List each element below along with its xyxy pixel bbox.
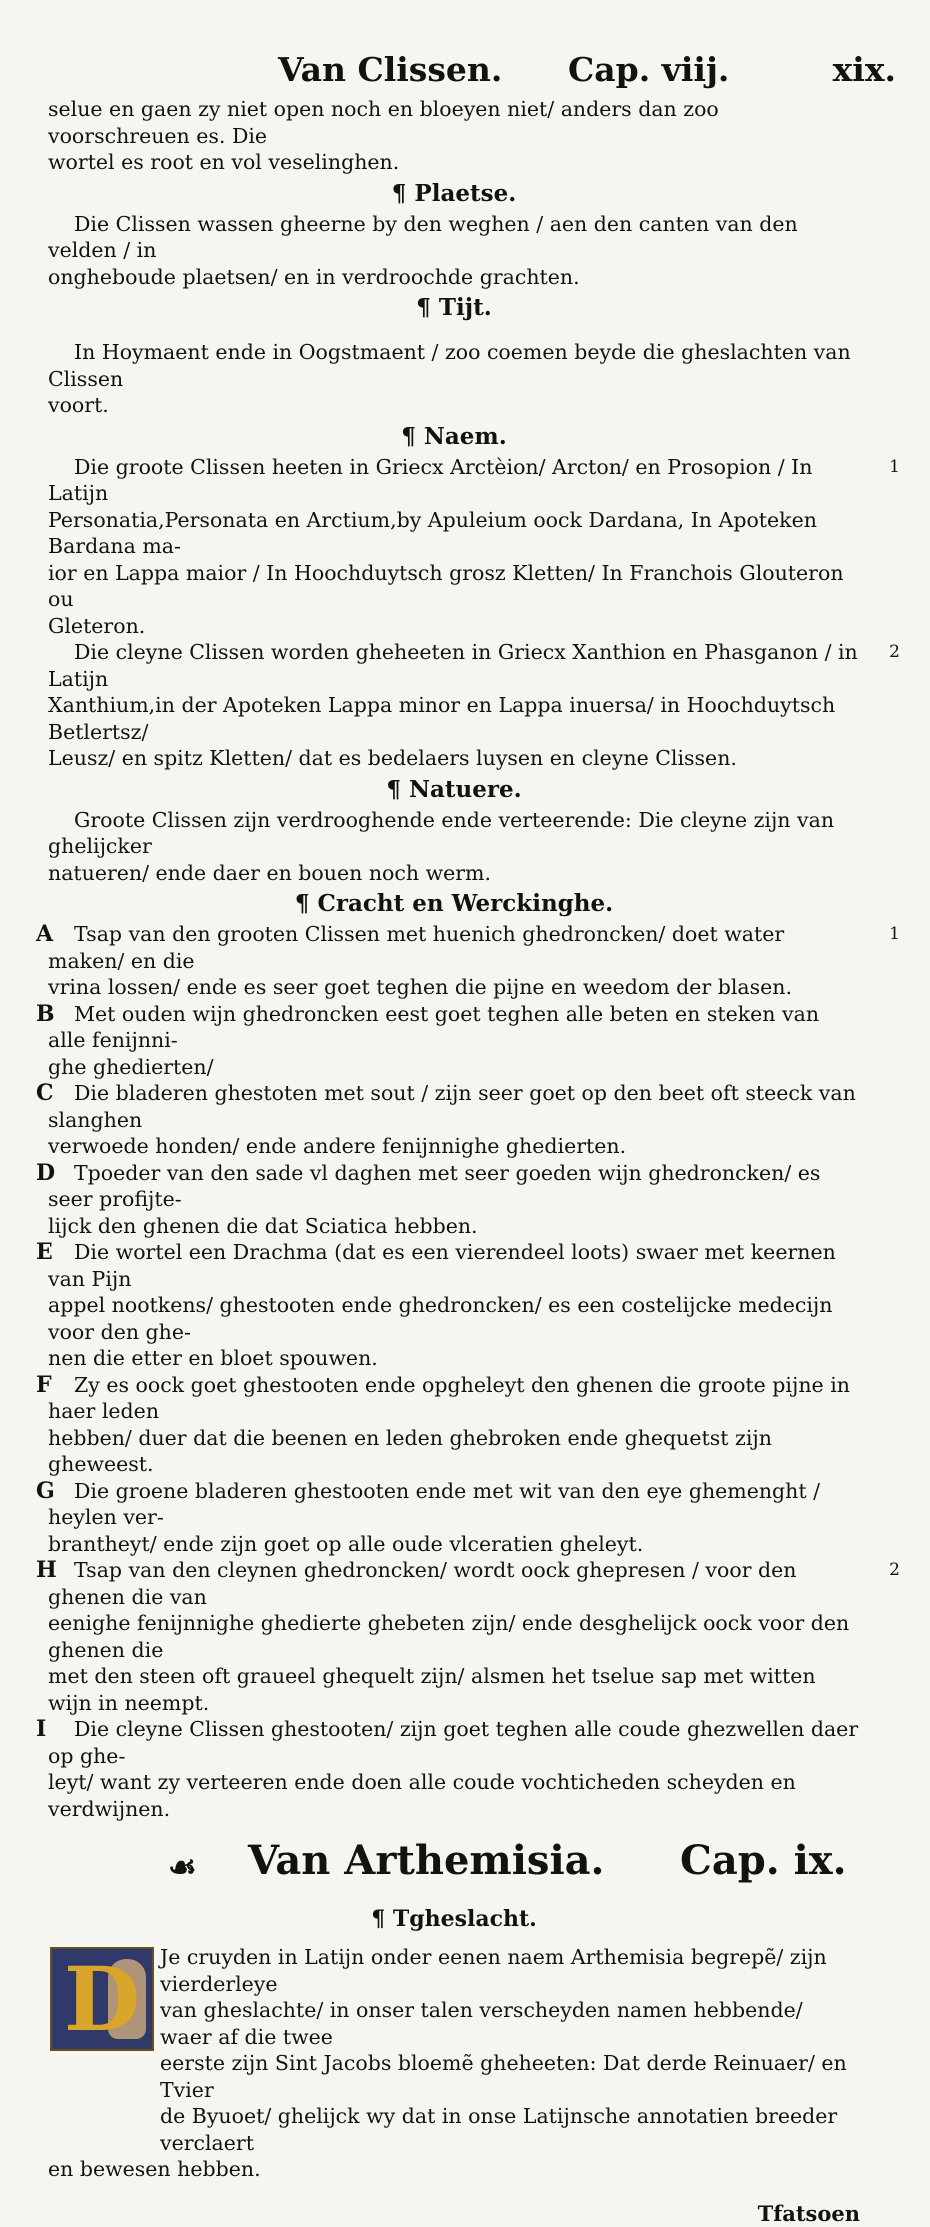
margin-number: 1	[863, 454, 900, 481]
text-line: Leusz/ en spitz Kletten/ dat es bedelaers luysen en cleyne Clissen.	[48, 746, 737, 770]
running-title: Van Clissen.	[278, 50, 502, 89]
text-line: Tpoeder van den sade vl daghen met seer goeden wijn ghedroncken/ es seer profijte-	[48, 1161, 820, 1212]
text-line: eenighe fenijnnighe ghedierte ghebeten zijn/ ende desghelijck oock voor den ghenen die	[48, 1611, 849, 1662]
margin-letter: G	[10, 1478, 55, 1505]
opening-paragraph	[48, 96, 860, 176]
section-heading-plaetse: ¶ Plaetse.	[48, 179, 860, 209]
paragraph	[48, 339, 860, 419]
chapter-number: Cap. viij.	[568, 50, 729, 89]
paragraph	[48, 921, 860, 1001]
paragraph	[48, 1001, 860, 1081]
text-line: verwoede honden/ ende andere fenijnnighe ghedierten.	[48, 1134, 626, 1158]
text-line: Tsap van den grooten Clissen met huenich ghedroncken/ doet water maken/ en die	[48, 922, 784, 973]
paragraph	[48, 807, 860, 887]
chapter-number: Cap. ix.	[680, 1848, 847, 1875]
chapter-title	[48, 1840, 860, 1904]
text-line: Zy es oock goet ghestooten ende opgheleyt den ghenen die groote pijne in haer leden	[48, 1373, 850, 1424]
text-line: Die Clissen wassen gheerne by den weghen / aen den canten van den velden / in	[48, 212, 798, 263]
text-line: Tsap van den cleynen ghedroncken/ wordt oock ghepresen / voor den ghenen die van	[48, 1558, 796, 1609]
paragraph	[48, 1239, 860, 1372]
chapter-name: Van Arthemisia.	[248, 1848, 604, 1875]
text-line: Gleteron.	[48, 614, 145, 638]
text-line: leyt/ want zy verteeren ende doen alle coude vochticheden scheyden en verdwijnen.	[48, 1770, 796, 1821]
paragraph	[48, 1716, 860, 1822]
text-line: brantheyt/ ende zijn goet op alle oude vlceratien gheleyt.	[48, 1532, 643, 1556]
text-line: de Byuoet/ ghelijck wy dat in onse Latijnsche annotatien breeder verclaert	[160, 2104, 837, 2155]
text-line: lijck den ghenen die dat Sciatica hebben.	[48, 1214, 478, 1238]
text-line: Die groene bladeren ghestooten ende met wit van den eye ghemenght / heylen ver-	[48, 1479, 820, 1530]
text-line: Die wortel een Drachma (dat es een vierendeel loots) swaer met keernen van Pijn	[48, 1240, 836, 1291]
decorated-initial	[50, 1947, 154, 2051]
text-line: ghe ghedierten/	[48, 1055, 214, 1079]
paragraph	[48, 1372, 860, 1478]
section-heading-cracht: ¶ Cracht en Werckinghe.	[48, 889, 860, 919]
paragraph	[48, 211, 860, 291]
text-line: Met ouden wijn ghedroncken eest goet teghen alle beten en steken van alle fenijnni-	[48, 1002, 819, 1053]
text-line: ior en Lappa maior / In Hoochduytsch grosz Kletten/ In Franchois Glouteron ou	[48, 561, 844, 612]
text-line: selue en gaen zy niet open noch en bloeyen niet/ anders dan zoo voorschreuen es. Die	[48, 97, 719, 148]
margin-number: 2	[863, 1557, 900, 1584]
margin-number: 2	[863, 639, 900, 666]
fleuron-ornament: ☙	[168, 1854, 197, 1881]
text-line: natueren/ ende daer en bouen noch werm.	[48, 861, 491, 885]
text-line: Xanthium,in der Apoteken Lappa minor en Lappa inuersa/ in Hoochduytsch Betlertsz/	[48, 693, 835, 744]
drop-cap-letter: D	[52, 1949, 152, 2049]
margin-letter: A	[10, 921, 53, 948]
section-heading-natuere: ¶ Natuere.	[48, 775, 860, 805]
paragraph	[48, 454, 860, 640]
text-line: Personatia,Personata en Arctium,by Apuleium oock Dardana, In Apoteken Bardana ma-	[48, 508, 817, 559]
paragraph	[48, 1160, 860, 1240]
margin-letter: C	[10, 1080, 54, 1107]
paragraph	[48, 1557, 860, 1716]
margin-number: 1	[863, 921, 900, 948]
text-line: vrina lossen/ ende es seer goet teghen die pijne en weedom der blasen.	[48, 975, 792, 999]
folio-number: xix.	[833, 50, 896, 89]
text-line: appel nootkens/ ghestooten ende ghedroncken/ es een costelijcke medecijn voor den ghe-	[48, 1293, 833, 1344]
margin-letter: I	[10, 1716, 46, 1743]
text-line: hebben/ duer dat die beenen en leden ghebroken ende ghequetst zijn gheweest.	[48, 1426, 772, 1477]
text-line: Die cleyne Clissen worden gheheeten in Griecx Xanthion en Phasganon / in Latijn	[48, 640, 858, 691]
section-heading-naem: ¶ Naem.	[48, 422, 860, 452]
paragraph	[48, 639, 860, 772]
text-line: Groote Clissen zijn verdrooghende ende verteerende: Die cleyne zijn van ghelijcker	[48, 808, 834, 859]
text-line: voort.	[48, 393, 109, 417]
running-head	[48, 46, 860, 96]
text-line: en bewesen hebben.	[48, 2157, 261, 2181]
margin-letter: F	[10, 1372, 52, 1399]
text-line: Je cruyden in Latijn onder eenen naem Arthemisia begrepẽ/ zijn vierderleye	[160, 1945, 827, 1996]
catchword: Tfatsoen	[48, 2201, 860, 2227]
text-line: eerste zijn Sint Jacobs bloemẽ gheheeten: Dat derde Reinuaer/ en Tvier	[160, 2051, 847, 2102]
text-line: In Hoymaent ende in Oogstmaent / zoo coemen beyde die gheslachten van Clissen	[48, 340, 851, 391]
text-line: nen die etter en bloet spouwen.	[48, 1346, 378, 1370]
text-line: wortel es root en vol veselinghen.	[48, 150, 399, 174]
initial-paragraph	[48, 1944, 860, 2156]
margin-letter: E	[10, 1239, 53, 1266]
section-heading-tgheslacht: ¶ Tgheslacht.	[48, 1904, 860, 1934]
paragraph	[48, 1478, 860, 1558]
margin-letter: D	[10, 1160, 55, 1187]
text-line: Die groote Clissen heeten in Griecx Arctèion/ Arcton/ en Prosopion / In Latijn	[48, 455, 812, 506]
text-line: met den steen oft graueel ghequelt zijn/ alsmen het tselue sap met witten wijn in neempt.	[48, 1664, 816, 1715]
section-heading-tijt: ¶ Tijt.	[48, 293, 860, 323]
margin-letter: B	[10, 1001, 55, 1028]
text-line: van gheslachte/ in onser talen verscheyden namen hebbende/ waer af die twee	[160, 1998, 803, 2049]
paragraph-end	[48, 2156, 860, 2183]
text-line: Die cleyne Clissen ghestooten/ zijn goet teghen alle coude ghezwellen daer op ghe-	[48, 1717, 858, 1768]
paragraph	[48, 1080, 860, 1160]
text-line: Die bladeren ghestoten met sout / zijn seer goet op den beet oft steeck van slanghen	[48, 1081, 856, 1132]
text-block	[48, 96, 860, 2227]
text-line: ongheboude plaetsen/ en in verdroochde grachten.	[48, 265, 580, 289]
margin-letter: H	[10, 1557, 57, 1584]
